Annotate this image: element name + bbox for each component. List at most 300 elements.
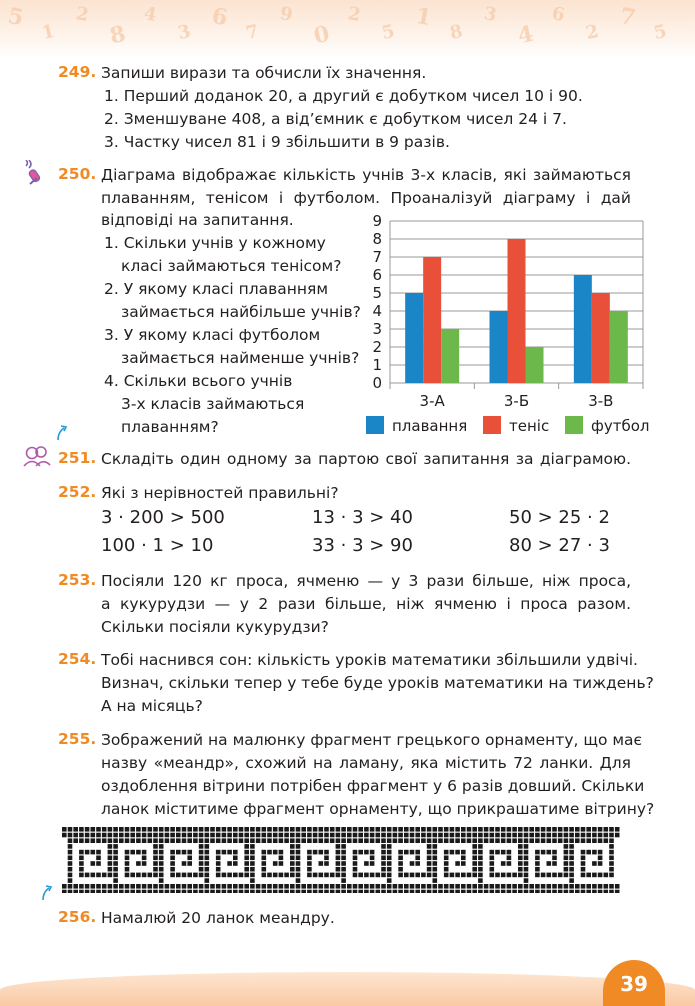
meander-cell <box>102 890 107 893</box>
meander-cell <box>518 850 523 855</box>
meander-cell <box>501 861 506 866</box>
inequality-1: 3 · 200 > 500 <box>101 507 225 528</box>
meander-cell <box>501 884 506 889</box>
meander-cell <box>609 838 614 843</box>
meander-cell <box>569 833 574 838</box>
meander-cell <box>586 833 591 838</box>
meander-cell <box>273 861 278 866</box>
meander-cell <box>410 861 415 866</box>
meander-cell <box>467 838 472 843</box>
meander-cell <box>284 827 289 832</box>
meander-cell <box>586 850 591 855</box>
arrow-icon <box>40 884 54 902</box>
meander-cell <box>233 850 238 855</box>
meander-cell <box>586 838 591 843</box>
meander-cell <box>222 890 227 893</box>
meander-cell <box>564 884 569 889</box>
meander-cell <box>125 884 130 889</box>
meander-cell <box>170 833 175 838</box>
meander-cell <box>341 861 346 866</box>
decor-digit: 5 <box>5 2 26 32</box>
meander-cell <box>387 833 392 838</box>
meander-cell <box>85 833 90 838</box>
meander-cell <box>108 833 113 838</box>
meander-cell <box>364 838 369 843</box>
meander-cell <box>461 827 466 832</box>
meander-cell <box>541 884 546 889</box>
meander-cell <box>467 873 472 878</box>
meander-cell <box>364 827 369 832</box>
task-253-line-2: а кукурудзи — у 2 рази більше, ніж ячменю і проса разом. <box>101 595 631 613</box>
meander-cell <box>153 861 158 866</box>
meander-cell <box>387 878 392 883</box>
meander-cell <box>535 884 540 889</box>
meander-cell <box>490 833 495 838</box>
meander-cell <box>415 850 420 855</box>
meander-cell <box>547 850 552 855</box>
inequality-3: 50 > 25 · 2 <box>509 507 610 528</box>
meander-cell <box>68 838 73 843</box>
meander-cell <box>256 827 261 832</box>
meander-cell <box>233 873 238 878</box>
meander-cell <box>586 890 591 893</box>
meander-cell <box>490 867 495 872</box>
meander-cell <box>518 838 523 843</box>
meander-cell <box>290 867 295 872</box>
meander-cell <box>296 833 301 838</box>
meander-cell <box>176 890 181 893</box>
meander-cell <box>569 838 574 843</box>
meander-cell <box>358 890 363 893</box>
inequality-5: 33 · 3 > 90 <box>312 535 413 556</box>
meander-cell <box>79 873 84 878</box>
meander-cell <box>79 884 84 889</box>
meander-cell <box>558 833 563 838</box>
meander-cell <box>518 844 523 849</box>
meander-cell <box>370 850 375 855</box>
meander-cell <box>541 833 546 838</box>
meander-cell <box>472 867 477 872</box>
meander-cell <box>564 890 569 893</box>
meander-cell <box>387 838 392 843</box>
meander-cell <box>547 873 552 878</box>
meander-cell <box>142 873 147 878</box>
meander-cell <box>216 873 221 878</box>
task-250-question-2b: займається найбільше учнів? <box>121 303 361 321</box>
meander-cell <box>353 873 358 878</box>
meander-cell <box>324 838 329 843</box>
meander-cell <box>529 838 534 843</box>
meander-cell <box>262 890 267 893</box>
meander-cell <box>387 856 392 861</box>
meander-cell <box>73 827 78 832</box>
meander-cell <box>125 867 130 872</box>
meander-cell <box>507 838 512 843</box>
meander-cell <box>273 850 278 855</box>
meander-cell <box>279 838 284 843</box>
meander-cell <box>267 884 272 889</box>
meander-cell <box>604 827 609 832</box>
task-250-intro-2: плаванням, тенісом і футболом. Проаналізуй діаграму і дай <box>101 189 631 207</box>
y-tick-label: 3 <box>372 320 382 338</box>
meander-cell <box>79 890 84 893</box>
meander-cell <box>433 844 438 849</box>
meander-cell <box>96 827 101 832</box>
y-tick-label: 5 <box>372 284 382 302</box>
meander-cell <box>170 856 175 861</box>
meander-cell <box>307 890 312 893</box>
meander-cell <box>319 838 324 843</box>
meander-cell <box>108 850 113 855</box>
meander-cell <box>376 873 381 878</box>
meander-cell <box>564 833 569 838</box>
meander-cell <box>381 850 386 855</box>
meander-cell <box>113 827 118 832</box>
meander-cell <box>472 844 477 849</box>
meander-cell <box>336 867 341 872</box>
bar-плавання-3-В <box>574 275 592 383</box>
meander-cell <box>404 838 409 843</box>
meander-cell <box>130 884 135 889</box>
pair-work-icon <box>22 444 52 468</box>
decor-digit: 0 <box>311 20 332 50</box>
meander-cell <box>296 867 301 872</box>
bar-теніс-3-В <box>592 293 610 383</box>
meander-cell <box>529 884 534 889</box>
meander-cell <box>284 833 289 838</box>
task-255-line-3: оздоблення вітрини потрібен фрагмент у 6 разів довший. Скільки <box>101 777 645 795</box>
task-249-title: Запиши вирази та обчисли їх значення. <box>101 64 427 82</box>
meander-cell <box>341 867 346 872</box>
meander-cell <box>461 833 466 838</box>
meander-cell <box>592 833 597 838</box>
meander-cell <box>136 861 141 866</box>
meander-cell <box>472 884 477 889</box>
meander-cell <box>535 890 540 893</box>
meander-cell <box>267 833 272 838</box>
legend-item <box>366 416 467 436</box>
meander-cell <box>210 890 215 893</box>
meander-cell <box>136 850 141 855</box>
meander-cell <box>324 861 329 866</box>
meander-cell <box>598 833 603 838</box>
meander-cell <box>592 827 597 832</box>
meander-cell <box>529 827 534 832</box>
meander-cell <box>187 850 192 855</box>
meander-cell <box>142 838 147 843</box>
meander-cell <box>433 856 438 861</box>
meander-cell <box>324 890 329 893</box>
meander-cell <box>153 884 158 889</box>
meander-cell <box>393 833 398 838</box>
meander-cell <box>205 884 210 889</box>
meander-cell <box>284 890 289 893</box>
meander-cell <box>250 884 255 889</box>
meander-cell <box>427 827 432 832</box>
meander-cell <box>353 867 358 872</box>
meander-cell <box>461 884 466 889</box>
meander-cell <box>148 838 153 843</box>
meander-cell <box>609 884 614 889</box>
meander-cell <box>250 850 255 855</box>
meander-cell <box>478 878 483 883</box>
meander-cell <box>199 838 204 843</box>
meander-cell <box>119 827 124 832</box>
meander-cell <box>376 890 381 893</box>
meander-cell <box>182 890 187 893</box>
meander-cell <box>313 850 318 855</box>
meander-cell <box>91 827 96 832</box>
meander-cell <box>85 827 90 832</box>
meander-cell <box>569 844 574 849</box>
meander-cell <box>170 827 175 832</box>
meander-cell <box>495 884 500 889</box>
meander-cell <box>68 873 73 878</box>
meander-cell <box>148 890 153 893</box>
meander-cell <box>427 861 432 866</box>
meander-cell <box>113 884 118 889</box>
meander-cell <box>564 867 569 872</box>
task-254-line-3: А на місяць? <box>101 697 203 715</box>
meander-cell <box>433 890 438 893</box>
meander-cell <box>250 844 255 849</box>
meander-cell <box>307 867 312 872</box>
meander-cell <box>450 833 455 838</box>
meander-cell <box>604 838 609 843</box>
meander-cell <box>609 861 614 866</box>
meander-cell <box>267 827 272 832</box>
meander-cell <box>216 867 221 872</box>
meander-cell <box>381 890 386 893</box>
meander-cell <box>113 890 118 893</box>
meander-cell <box>330 884 335 889</box>
meander-cell <box>387 844 392 849</box>
meander-cell <box>415 833 420 838</box>
meander-cell <box>290 884 295 889</box>
meander-cell <box>507 873 512 878</box>
meander-cell <box>353 833 358 838</box>
meander-cell <box>205 833 210 838</box>
meander-cell <box>518 890 523 893</box>
meander-cell <box>535 838 540 843</box>
meander-cell <box>347 890 352 893</box>
meander-cell <box>170 838 175 843</box>
meander-cell <box>552 850 557 855</box>
meander-cell <box>364 890 369 893</box>
task-250-question-4a: 4. Скільки всього учнів <box>104 372 293 390</box>
meander-cell <box>250 867 255 872</box>
meander-cell <box>438 833 443 838</box>
meander-cell <box>165 827 170 832</box>
meander-cell <box>615 884 620 889</box>
meander-cell <box>370 838 375 843</box>
meander-cell <box>199 856 204 861</box>
meander-cell <box>495 838 500 843</box>
meander-cell <box>244 884 249 889</box>
meander-cell <box>444 884 449 889</box>
meander-cell <box>222 850 227 855</box>
meander-cell <box>364 833 369 838</box>
meander-cell <box>490 884 495 889</box>
meander-cell <box>552 861 557 866</box>
meander-cell <box>353 827 358 832</box>
meander-cell <box>296 850 301 855</box>
meander-cell <box>73 833 78 838</box>
meander-cell <box>478 884 483 889</box>
meander-cell <box>341 844 346 849</box>
meander-cell <box>244 844 249 849</box>
meander-cell <box>336 827 341 832</box>
meander-cell <box>330 838 335 843</box>
meander-cell <box>125 833 130 838</box>
decor-digit: 2 <box>583 20 601 45</box>
meander-cell <box>370 861 375 866</box>
meander-cell <box>581 867 586 872</box>
meander-cell <box>410 850 415 855</box>
meander-cell <box>148 833 153 838</box>
meander-cell <box>569 867 574 872</box>
meander-cell <box>364 850 369 855</box>
decor-digit: 6 <box>550 3 567 26</box>
meander-cell <box>609 867 614 872</box>
meander-cell <box>159 850 164 855</box>
meander-cell <box>547 827 552 832</box>
meander-cell <box>244 890 249 893</box>
meander-cell <box>205 861 210 866</box>
meander-cell <box>313 833 318 838</box>
meander-cell <box>398 884 403 889</box>
meander-cell <box>227 890 232 893</box>
meander-cell <box>68 844 73 849</box>
meander-cell <box>484 884 489 889</box>
meander-cell <box>233 890 238 893</box>
meander-cell <box>501 890 506 893</box>
meander-cell <box>552 827 557 832</box>
meander-cell <box>592 873 597 878</box>
meander-cell <box>273 890 278 893</box>
meander-cell <box>415 873 420 878</box>
meander-cell <box>222 838 227 843</box>
meander-cell <box>250 890 255 893</box>
meander-cell <box>569 890 574 893</box>
meander-cell <box>404 850 409 855</box>
meander-cell <box>85 850 90 855</box>
meander-cell <box>113 844 118 849</box>
meander-cell <box>364 873 369 878</box>
meander-cell <box>153 867 158 872</box>
meander-cell <box>490 890 495 893</box>
meander-cell <box>393 884 398 889</box>
meander-cell <box>552 856 557 861</box>
meander-cell <box>267 850 272 855</box>
meander-cell <box>336 844 341 849</box>
meander-cell <box>478 861 483 866</box>
meander-cell <box>182 873 187 878</box>
meander-cell <box>370 827 375 832</box>
meander-cell <box>592 861 597 866</box>
meander-cell <box>341 873 346 878</box>
meander-cell <box>336 856 341 861</box>
meander-cell <box>404 833 409 838</box>
meander-cell <box>244 867 249 872</box>
meander-cell <box>501 838 506 843</box>
meander-cell <box>159 833 164 838</box>
meander-cell <box>535 850 540 855</box>
meander-cell <box>165 838 170 843</box>
meander-cell <box>478 890 483 893</box>
meander-cell <box>165 884 170 889</box>
meander-cell <box>91 890 96 893</box>
meander-cell <box>153 838 158 843</box>
meander-cell <box>609 844 614 849</box>
meander-cell <box>535 873 540 878</box>
meander-cell <box>415 884 420 889</box>
meander-cell <box>227 838 232 843</box>
meander-cell <box>262 833 267 838</box>
meander-cell <box>535 827 540 832</box>
meander-cell <box>472 827 477 832</box>
meander-cell <box>290 844 295 849</box>
decor-digit: 8 <box>447 20 465 45</box>
meander-cell <box>444 850 449 855</box>
meander-cell <box>85 890 90 893</box>
legend-item <box>565 416 649 436</box>
task-250-question-4b: 3-х класів займаються <box>121 395 305 413</box>
meander-cell <box>490 856 495 861</box>
meander-cell <box>313 873 318 878</box>
meander-cell <box>478 850 483 855</box>
meander-cell <box>307 850 312 855</box>
meander-cell <box>472 838 477 843</box>
meander-cell <box>427 884 432 889</box>
meander-cell <box>381 838 386 843</box>
meander-cell <box>250 833 255 838</box>
meander-cell <box>68 861 73 866</box>
bar-плавання-3-А <box>405 293 423 383</box>
meander-cell <box>518 827 523 832</box>
meander-cell <box>569 850 574 855</box>
decor-digit: 7 <box>243 20 261 45</box>
meander-cell <box>73 884 78 889</box>
decor-digit: 5 <box>651 20 669 45</box>
meander-cell <box>558 827 563 832</box>
meander-cell <box>290 827 295 832</box>
task-254-number: 254. <box>58 650 97 668</box>
meander-cell <box>547 861 552 866</box>
meander-cell <box>182 861 187 866</box>
meander-cell <box>176 827 181 832</box>
meander-cell <box>91 850 96 855</box>
meander-cell <box>159 890 164 893</box>
meander-cell <box>96 884 101 889</box>
meander-cell <box>415 856 420 861</box>
meander-cell <box>410 827 415 832</box>
meander-cell <box>273 827 278 832</box>
meander-cell <box>547 884 552 889</box>
meander-cell <box>153 890 158 893</box>
meander-cell <box>239 890 244 893</box>
meander-cell <box>438 838 443 843</box>
meander-cell <box>421 884 426 889</box>
task-249-item-1: 1. Перший доданок 20, а другий є добутком чисел 10 і 90. <box>104 87 583 105</box>
meander-cell <box>507 856 512 861</box>
meander-cell <box>130 838 135 843</box>
meander-cell <box>244 873 249 878</box>
meander-cell <box>512 833 517 838</box>
meander-cell <box>598 838 603 843</box>
meander-cell <box>96 833 101 838</box>
meander-cell <box>262 884 267 889</box>
